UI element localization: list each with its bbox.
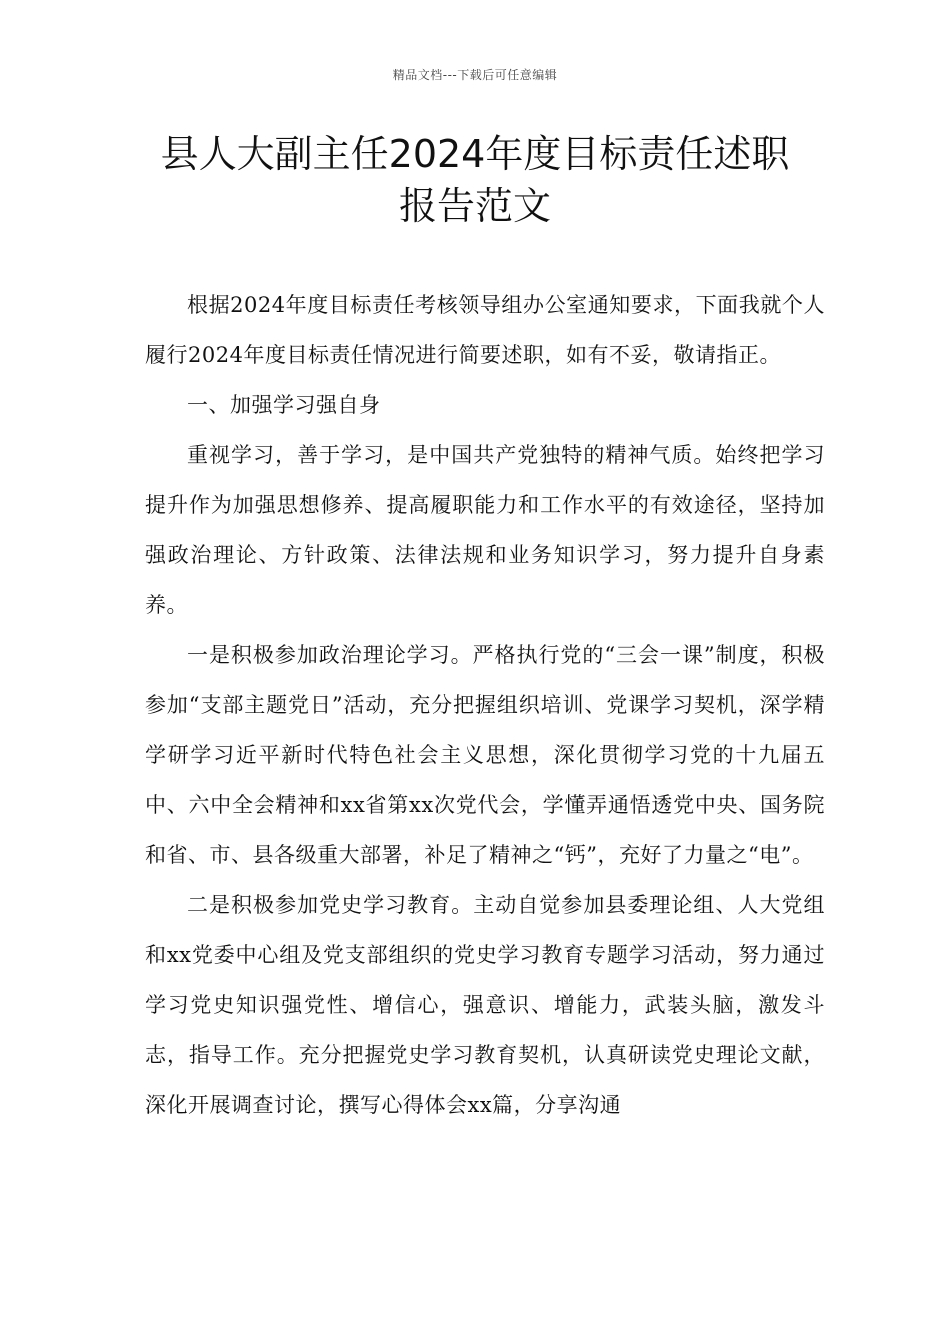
paragraph: 一是积极参加政治理论学习。严格执行党的“三会一课”制度，积极参加“支部主题党日”活动，充分把握组织培训、党课学习契机，深学精学研学习近平新时代特色社会主义思想，深化贯彻学习党的十九届五中、六中全会精神和xx省第xx次党代会，学懂弄通悟透党中央、国务院和省、市、县各级重大部署，补足了精神之“钙”，充好了力量之“电”。 — [145, 643, 825, 867]
title-line-2: 报告范文 — [398, 184, 551, 228]
document-body — [145, 280, 825, 1130]
paragraph: 二是积极参加党史学习教育。主动自觉参加县委理论组、人大党组和xx党委中心组及党支部组织的党史学习教育专题学习活动，努力通过学习党史知识强党性、增信心，强意识、增能力，武装头脑，激发斗志，指导工作。充分把握党史学习教育契机，认真研读党史理论文献，深化开展调查讨论，撰写心得体会xx篇，分享沟通 — [145, 893, 825, 1117]
header-note: 精品文档---下载后可任意编辑 — [392, 68, 558, 82]
title-line-1: 县人大副主任2024年度目标责任述职 — [160, 132, 790, 176]
paragraph: 重视学习，善于学习，是中国共产党独特的精神气质。始终把学习提升作为加强思想修养、提高履职能力和工作水平的有效途径，坚持加强政治理论、方针政策、法律法规和业务知识学习，努力提升自身素养。 — [145, 443, 825, 617]
section-heading-1: 一、加强学习强自身 — [187, 393, 381, 417]
document-title — [120, 128, 830, 232]
paragraph-intro: 根据2024年度目标责任考核领导组办公室通知要求，下面我就个人履行2024年度目标责任情况进行简要述职，如有不妥，敬请指正。 — [145, 293, 825, 367]
